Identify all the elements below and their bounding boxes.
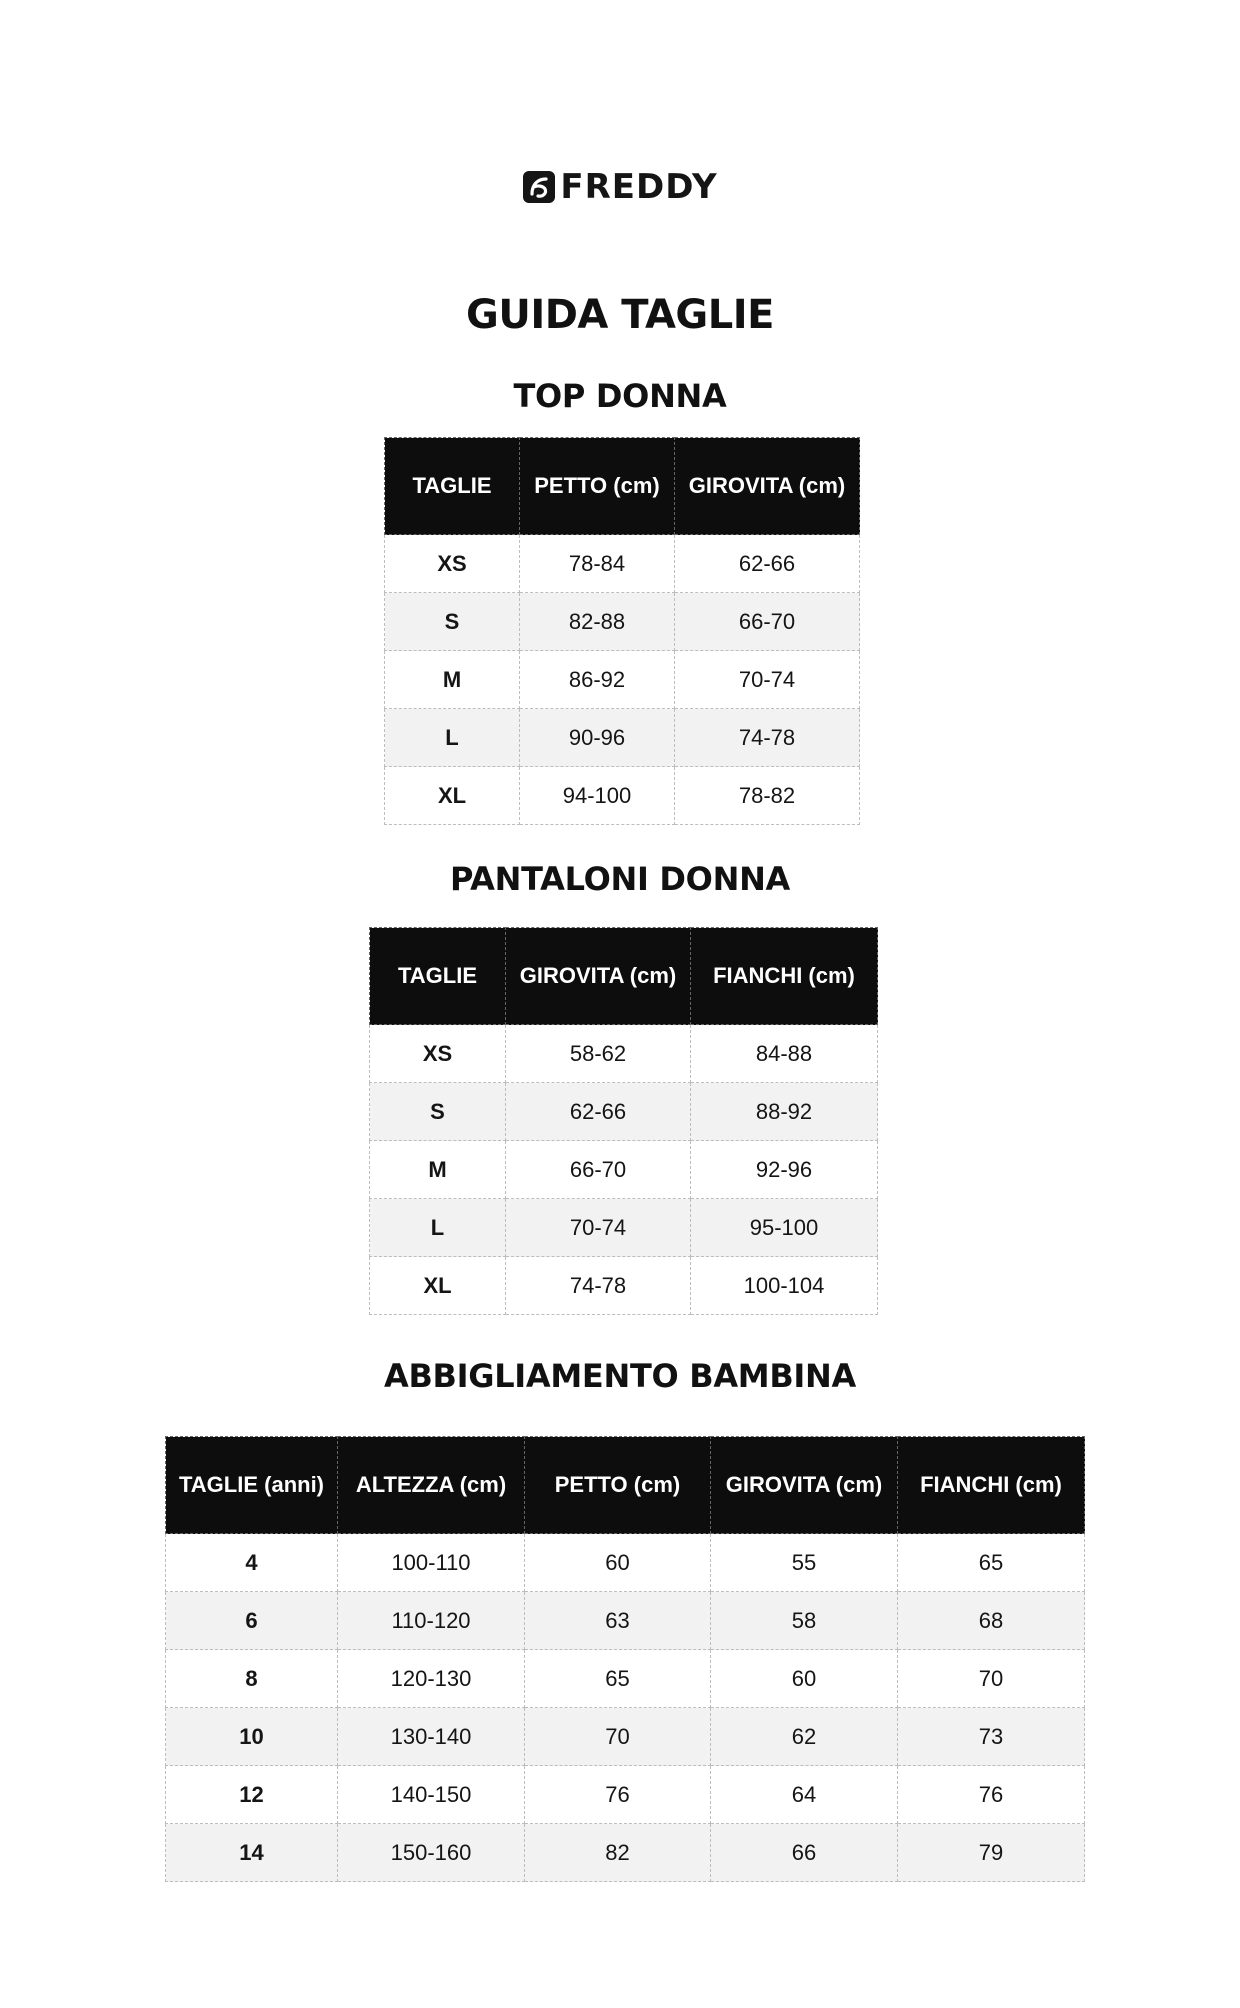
brand-name: FREDDY <box>560 167 718 207</box>
column-header-fianchi: FIANCHI (cm) <box>691 928 878 1025</box>
table-cell-size: XL <box>385 767 520 825</box>
table-row <box>370 1083 878 1141</box>
table-cell-size: S <box>385 593 520 651</box>
table-cell: 70 <box>525 1708 711 1766</box>
table-row <box>370 1257 878 1315</box>
column-header-taglie: TAGLIE <box>385 438 520 535</box>
table-cell: 76 <box>525 1766 711 1824</box>
table-cell: 100-110 <box>338 1534 525 1592</box>
column-header-petto: PETTO (cm) <box>525 1437 711 1534</box>
table-cell: 79 <box>898 1824 1085 1882</box>
table-header-row <box>385 438 860 535</box>
table-cell: 62 <box>711 1708 898 1766</box>
table-cell: 60 <box>711 1650 898 1708</box>
table-cell: 94-100 <box>520 767 675 825</box>
table-row <box>385 767 860 825</box>
table-cell: 86-92 <box>520 651 675 709</box>
table-row <box>370 1141 878 1199</box>
table-cell-size: 8 <box>166 1650 338 1708</box>
column-header-girovita: GIROVITA (cm) <box>675 438 860 535</box>
table-row <box>166 1534 1085 1592</box>
table-cell: 62-66 <box>506 1083 691 1141</box>
table-cell-size: 10 <box>166 1708 338 1766</box>
table-cell: 84-88 <box>691 1025 878 1083</box>
table-cell: 70-74 <box>506 1199 691 1257</box>
table-cell: 74-78 <box>506 1257 691 1315</box>
table-cell: 55 <box>711 1534 898 1592</box>
table-cell-size: XL <box>370 1257 506 1315</box>
table-cell: 63 <box>525 1592 711 1650</box>
table-cell: 58-62 <box>506 1025 691 1083</box>
table-cell: 120-130 <box>338 1650 525 1708</box>
table-row <box>385 593 860 651</box>
table-cell: 150-160 <box>338 1824 525 1882</box>
size-table-abbigliamento-bambina <box>165 1436 1085 1882</box>
section-title-abbigliamento-bambina: ABBIGLIAMENTO BAMBINA <box>384 1357 856 1395</box>
table-cell: 70-74 <box>675 651 860 709</box>
table-cell: 82 <box>525 1824 711 1882</box>
table-cell-size: L <box>370 1199 506 1257</box>
table-cell-size: 12 <box>166 1766 338 1824</box>
table-cell: 66 <box>711 1824 898 1882</box>
table-cell: 65 <box>898 1534 1085 1592</box>
table-cell-size: M <box>385 651 520 709</box>
table-cell: 90-96 <box>520 709 675 767</box>
table-cell: 78-84 <box>520 535 675 593</box>
section-title-pantaloni-donna: PANTALONI DONNA <box>449 860 791 898</box>
table-cell-size: M <box>370 1141 506 1199</box>
table-cell: 74-78 <box>675 709 860 767</box>
table-cell: 58 <box>711 1592 898 1650</box>
table-cell: 95-100 <box>691 1199 878 1257</box>
table-row <box>370 1199 878 1257</box>
table-row <box>166 1766 1085 1824</box>
table-cell: 78-82 <box>675 767 860 825</box>
table-cell: 66-70 <box>506 1141 691 1199</box>
page-title: GUIDA TAGLIE <box>466 292 774 338</box>
table-cell: 88-92 <box>691 1083 878 1141</box>
column-header-fianchi: FIANCHI (cm) <box>898 1437 1085 1534</box>
brand-logo <box>0 167 1240 207</box>
table-cell: 65 <box>525 1650 711 1708</box>
size-table-pantaloni-donna <box>369 927 878 1315</box>
column-header-taglie: TAGLIE <box>370 928 506 1025</box>
table-header-row <box>166 1437 1085 1534</box>
table-cell-size: 14 <box>166 1824 338 1882</box>
table-cell-size: 4 <box>166 1534 338 1592</box>
table-header-row <box>370 928 878 1025</box>
table-cell: 66-70 <box>675 593 860 651</box>
table-row <box>166 1650 1085 1708</box>
table-cell: 110-120 <box>338 1592 525 1650</box>
column-header-altezza: ALTEZZA (cm) <box>338 1437 525 1534</box>
table-cell: 92-96 <box>691 1141 878 1199</box>
table-cell-size: XS <box>370 1025 506 1083</box>
table-row <box>385 709 860 767</box>
table-cell: 82-88 <box>520 593 675 651</box>
freddy-logo-icon <box>522 170 556 204</box>
table-cell-size: S <box>370 1083 506 1141</box>
column-header-taglie-anni: TAGLIE (anni) <box>166 1437 338 1534</box>
column-header-petto: PETTO (cm) <box>520 438 675 535</box>
table-cell-size: XS <box>385 535 520 593</box>
table-cell: 76 <box>898 1766 1085 1824</box>
table-cell: 100-104 <box>691 1257 878 1315</box>
table-row <box>166 1592 1085 1650</box>
table-cell-size: L <box>385 709 520 767</box>
table-row <box>385 535 860 593</box>
table-cell: 64 <box>711 1766 898 1824</box>
column-header-girovita: GIROVITA (cm) <box>506 928 691 1025</box>
table-cell: 140-150 <box>338 1766 525 1824</box>
table-cell: 60 <box>525 1534 711 1592</box>
table-cell: 70 <box>898 1650 1085 1708</box>
table-cell: 130-140 <box>338 1708 525 1766</box>
table-row <box>385 651 860 709</box>
column-header-girovita: GIROVITA (cm) <box>711 1437 898 1534</box>
table-row <box>370 1025 878 1083</box>
table-cell: 73 <box>898 1708 1085 1766</box>
section-title-top-donna: TOP DONNA <box>513 377 727 415</box>
table-cell-size: 6 <box>166 1592 338 1650</box>
table-cell: 62-66 <box>675 535 860 593</box>
table-row <box>166 1708 1085 1766</box>
table-cell: 68 <box>898 1592 1085 1650</box>
table-row <box>166 1824 1085 1882</box>
size-table-top-donna <box>384 437 860 825</box>
